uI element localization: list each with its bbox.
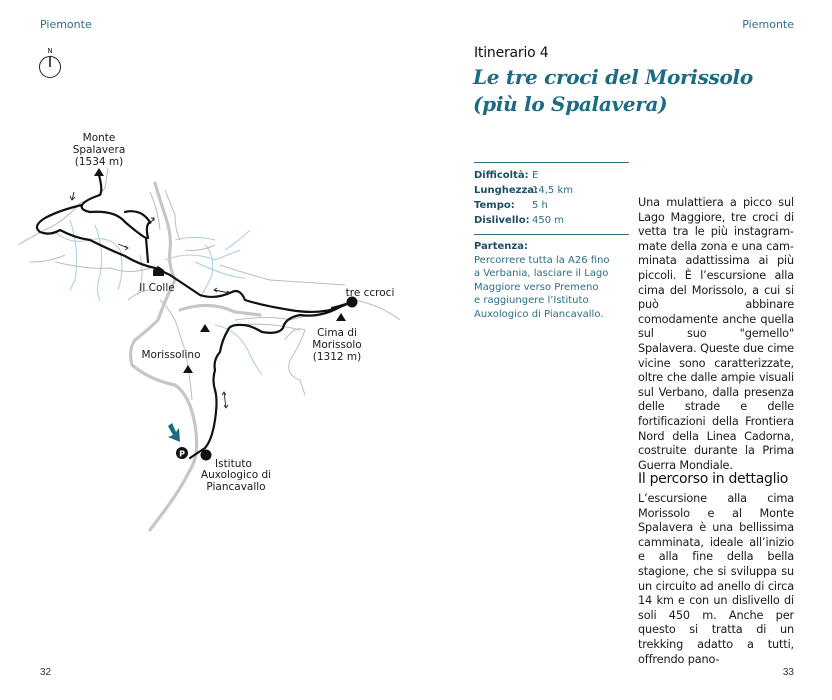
detail-paragraph: L’escursione alla cima Morissolo e al Monte Spalavera è una bellissima camminata, ideale all’inizio e alla fine della bella stagione, che si sviluppa su un circuito ad anello di circa 14 km e con un dislivello di soli 450 m. Anche per questo si tratta di un trekking adatto a tutti, offrendo pano-	[638, 492, 794, 666]
info-row-difficolta	[474, 168, 629, 183]
running-head-right: Piemonte	[742, 18, 794, 31]
morissolino-peak-icon	[183, 365, 193, 373]
info-key: Difficoltà:	[474, 170, 529, 181]
intro-column	[638, 196, 794, 473]
info-row-dislivello	[474, 213, 629, 228]
start-arrow-icon	[168, 423, 180, 442]
parking-label: P	[179, 449, 185, 459]
running-head-left: Piemonte	[40, 18, 92, 31]
compass-north-label: N	[47, 47, 53, 55]
label-il-colle: Il Colle	[139, 282, 175, 294]
label-spalavera-2: Spalavera	[72, 144, 126, 156]
route-map	[0, 40, 420, 550]
info-value: E	[532, 170, 539, 181]
label-spalavera-1: Monte	[82, 132, 116, 144]
label-morissolino: Morissolino	[141, 349, 201, 361]
itinerary-title	[473, 64, 823, 118]
spalavera-peak-icon	[94, 168, 104, 176]
partenza-line: Maggiore verso Premeno	[474, 281, 599, 293]
label-cima-3: (1312 m)	[312, 351, 362, 363]
info-row-tempo	[474, 198, 629, 213]
page-number-left: 32	[40, 667, 52, 678]
info-row-lunghezza	[474, 183, 629, 198]
info-value: 14,5 km	[532, 185, 573, 196]
section-heading: Il percorso in dettaglio	[638, 471, 789, 487]
info-table	[474, 168, 629, 228]
parking-icon	[176, 447, 188, 459]
info-key: Lunghezza:	[474, 185, 539, 196]
partenza-label: Partenza:	[474, 241, 528, 252]
compass-icon	[40, 47, 61, 78]
istituto-point-icon	[201, 450, 212, 461]
label-cima-1: Cima di	[317, 327, 357, 339]
label-spalavera-3: (1534 m)	[74, 156, 124, 168]
info-divider-top	[474, 162, 629, 163]
info-value: 450 m	[532, 215, 565, 226]
info-box	[474, 162, 629, 321]
partenza-line: e raggiungere l’Istituto	[474, 295, 589, 306]
partenza-block	[474, 240, 629, 321]
info-divider-bottom	[474, 234, 629, 235]
itinerary-title-line-1: Le tre croci del Morissolo	[473, 65, 753, 89]
info-key: Dislivello:	[474, 215, 530, 226]
label-istituto-2: Auxologico di	[200, 469, 272, 481]
label-cima-2: Morissolo	[312, 339, 362, 351]
intro-paragraph: Una mulattiera a picco sul Lago Maggiore, tre croci di vetta tra le più instagrammate della zona e una camminata adattissima ai più piccoli. È l’escursione alla cima del Morissolo, a cui si può abbinare comodamente anche quella sul suo "gemello" Spalavera. Queste due cime vicine sono caratterizzate, oltre che dalle ampie visuali sul Verbano, dalla presenza delle strade e delle fortificazioni della Frontiera Nord della Linea Cadorna, costruite durante la Prima Guerra Mondiale.	[638, 196, 794, 472]
itinerary-kicker: Itinerario 4	[474, 45, 549, 61]
label-istituto-3: Piancavallo	[206, 481, 266, 493]
morissolino-peak-north-icon	[200, 324, 210, 332]
partenza-line: Percorrere tutta la A26 fino	[474, 254, 610, 266]
itinerary-title-line-2: (più lo Spalavera)	[473, 92, 668, 116]
info-value: 5 h	[532, 200, 548, 211]
label-tre-croci: tre ccroci	[345, 287, 395, 299]
partenza-line: Auxologico di Piancavallo.	[474, 308, 604, 320]
page-number-right: 33	[782, 667, 794, 678]
partenza-line: a Verbania, lasciare il Lago	[474, 268, 609, 279]
label-istituto-1: Istituto	[215, 458, 252, 470]
contour-lines	[18, 168, 400, 400]
cima-morissolo-peak-icon	[336, 313, 346, 321]
info-key: Tempo:	[474, 200, 515, 211]
detail-column	[638, 492, 794, 667]
